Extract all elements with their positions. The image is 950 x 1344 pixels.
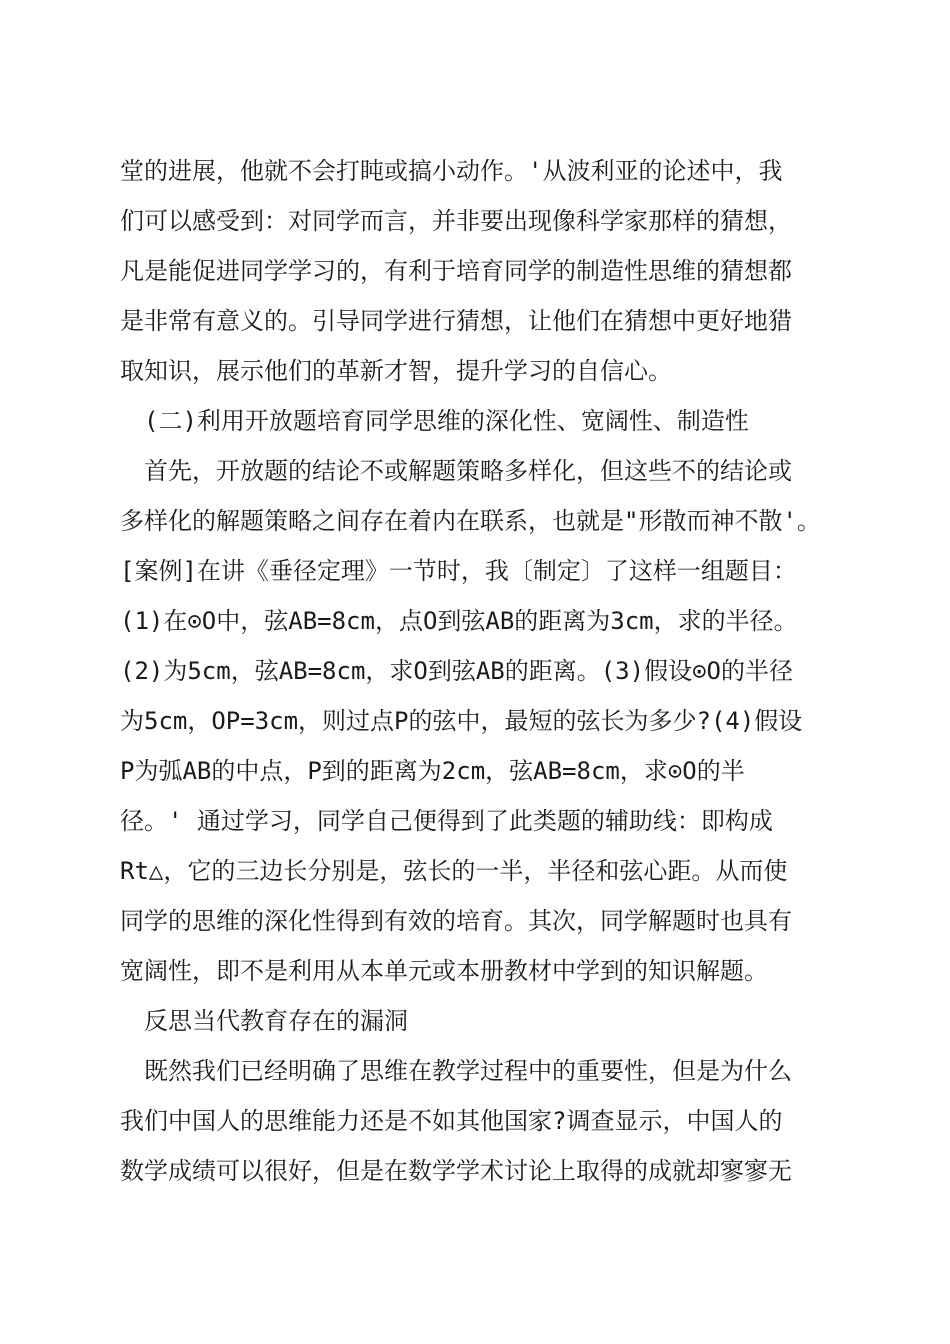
text-line: 径。' 通过学习，同学自己便得到了此类题的辅助线：即构成 (120, 807, 773, 835)
text-line: P为弧AB的中点，P到的距离为2cm，弦AB=8cm，求⊙O的半 (120, 757, 745, 785)
text-line: 堂的进展，他就不会打盹或搞小动作。'从波利亚的论述中，我 (120, 157, 783, 185)
text-line: 宽阔性，即不是利用从本单元或本册教材中学到的知识解题。 (120, 957, 768, 985)
text-line: 首先，开放题的结论不或解题策略多样化，但这些不的结论或 (144, 457, 792, 485)
text-line: Rt△，它的三边长分别是，弦长的一半，半径和弦心距。从而使 (120, 857, 788, 885)
text-line: [案例]在讲《垂径定理》一节时，我〔制定〕了这样一组题目： (120, 557, 797, 585)
text-line: 为5cm，OP=3cm，则过点P的弦中，最短的弦长为多少?(4)假设 (120, 707, 803, 735)
text-line: (2)为5cm，弦AB=8cm，求O到弦AB的距离。(3)假设⊙O的半径 (120, 657, 793, 685)
text-line: 是非常有意义的。引导同学进行猜想，让他们在猜想中更好地猎 (120, 307, 792, 335)
text-line: 我们中国人的思维能力还是不如其他国家?调查显示，中国人的 (120, 1107, 783, 1135)
text-line: 凡是能促进同学学习的，有利于培育同学的制造性思维的猜想都 (120, 257, 792, 285)
document-body (120, 146, 840, 1196)
section-heading: 反思当代教育存在的漏洞 (144, 1007, 408, 1035)
text-line: 取知识，展示他们的革新才智，提升学习的自信心。 (120, 357, 672, 385)
text-line: 既然我们已经明确了思维在教学过程中的重要性，但是为什么 (144, 1057, 792, 1085)
text-line: 多样化的解题策略之间存在着内在联系，也就是"形散而神不散'。 (120, 507, 821, 535)
section-heading: (二)利用开放题培育同学思维的深化性、宽阔性、制造性 (144, 407, 749, 435)
text-line: 数学成绩可以很好，但是在数学学术讨论上取得的成就却寥寥无 (120, 1157, 792, 1185)
text-line: (1)在⊙O中，弦AB=8cm，点O到弦AB的距离为3cm，求的半径。 (120, 607, 798, 635)
text-line: 同学的思维的深化性得到有效的培育。其次，同学解题时也具有 (120, 907, 792, 935)
text-line: 们可以感受到：对同学而言，并非要出现像科学家那样的猜想， (120, 207, 792, 235)
